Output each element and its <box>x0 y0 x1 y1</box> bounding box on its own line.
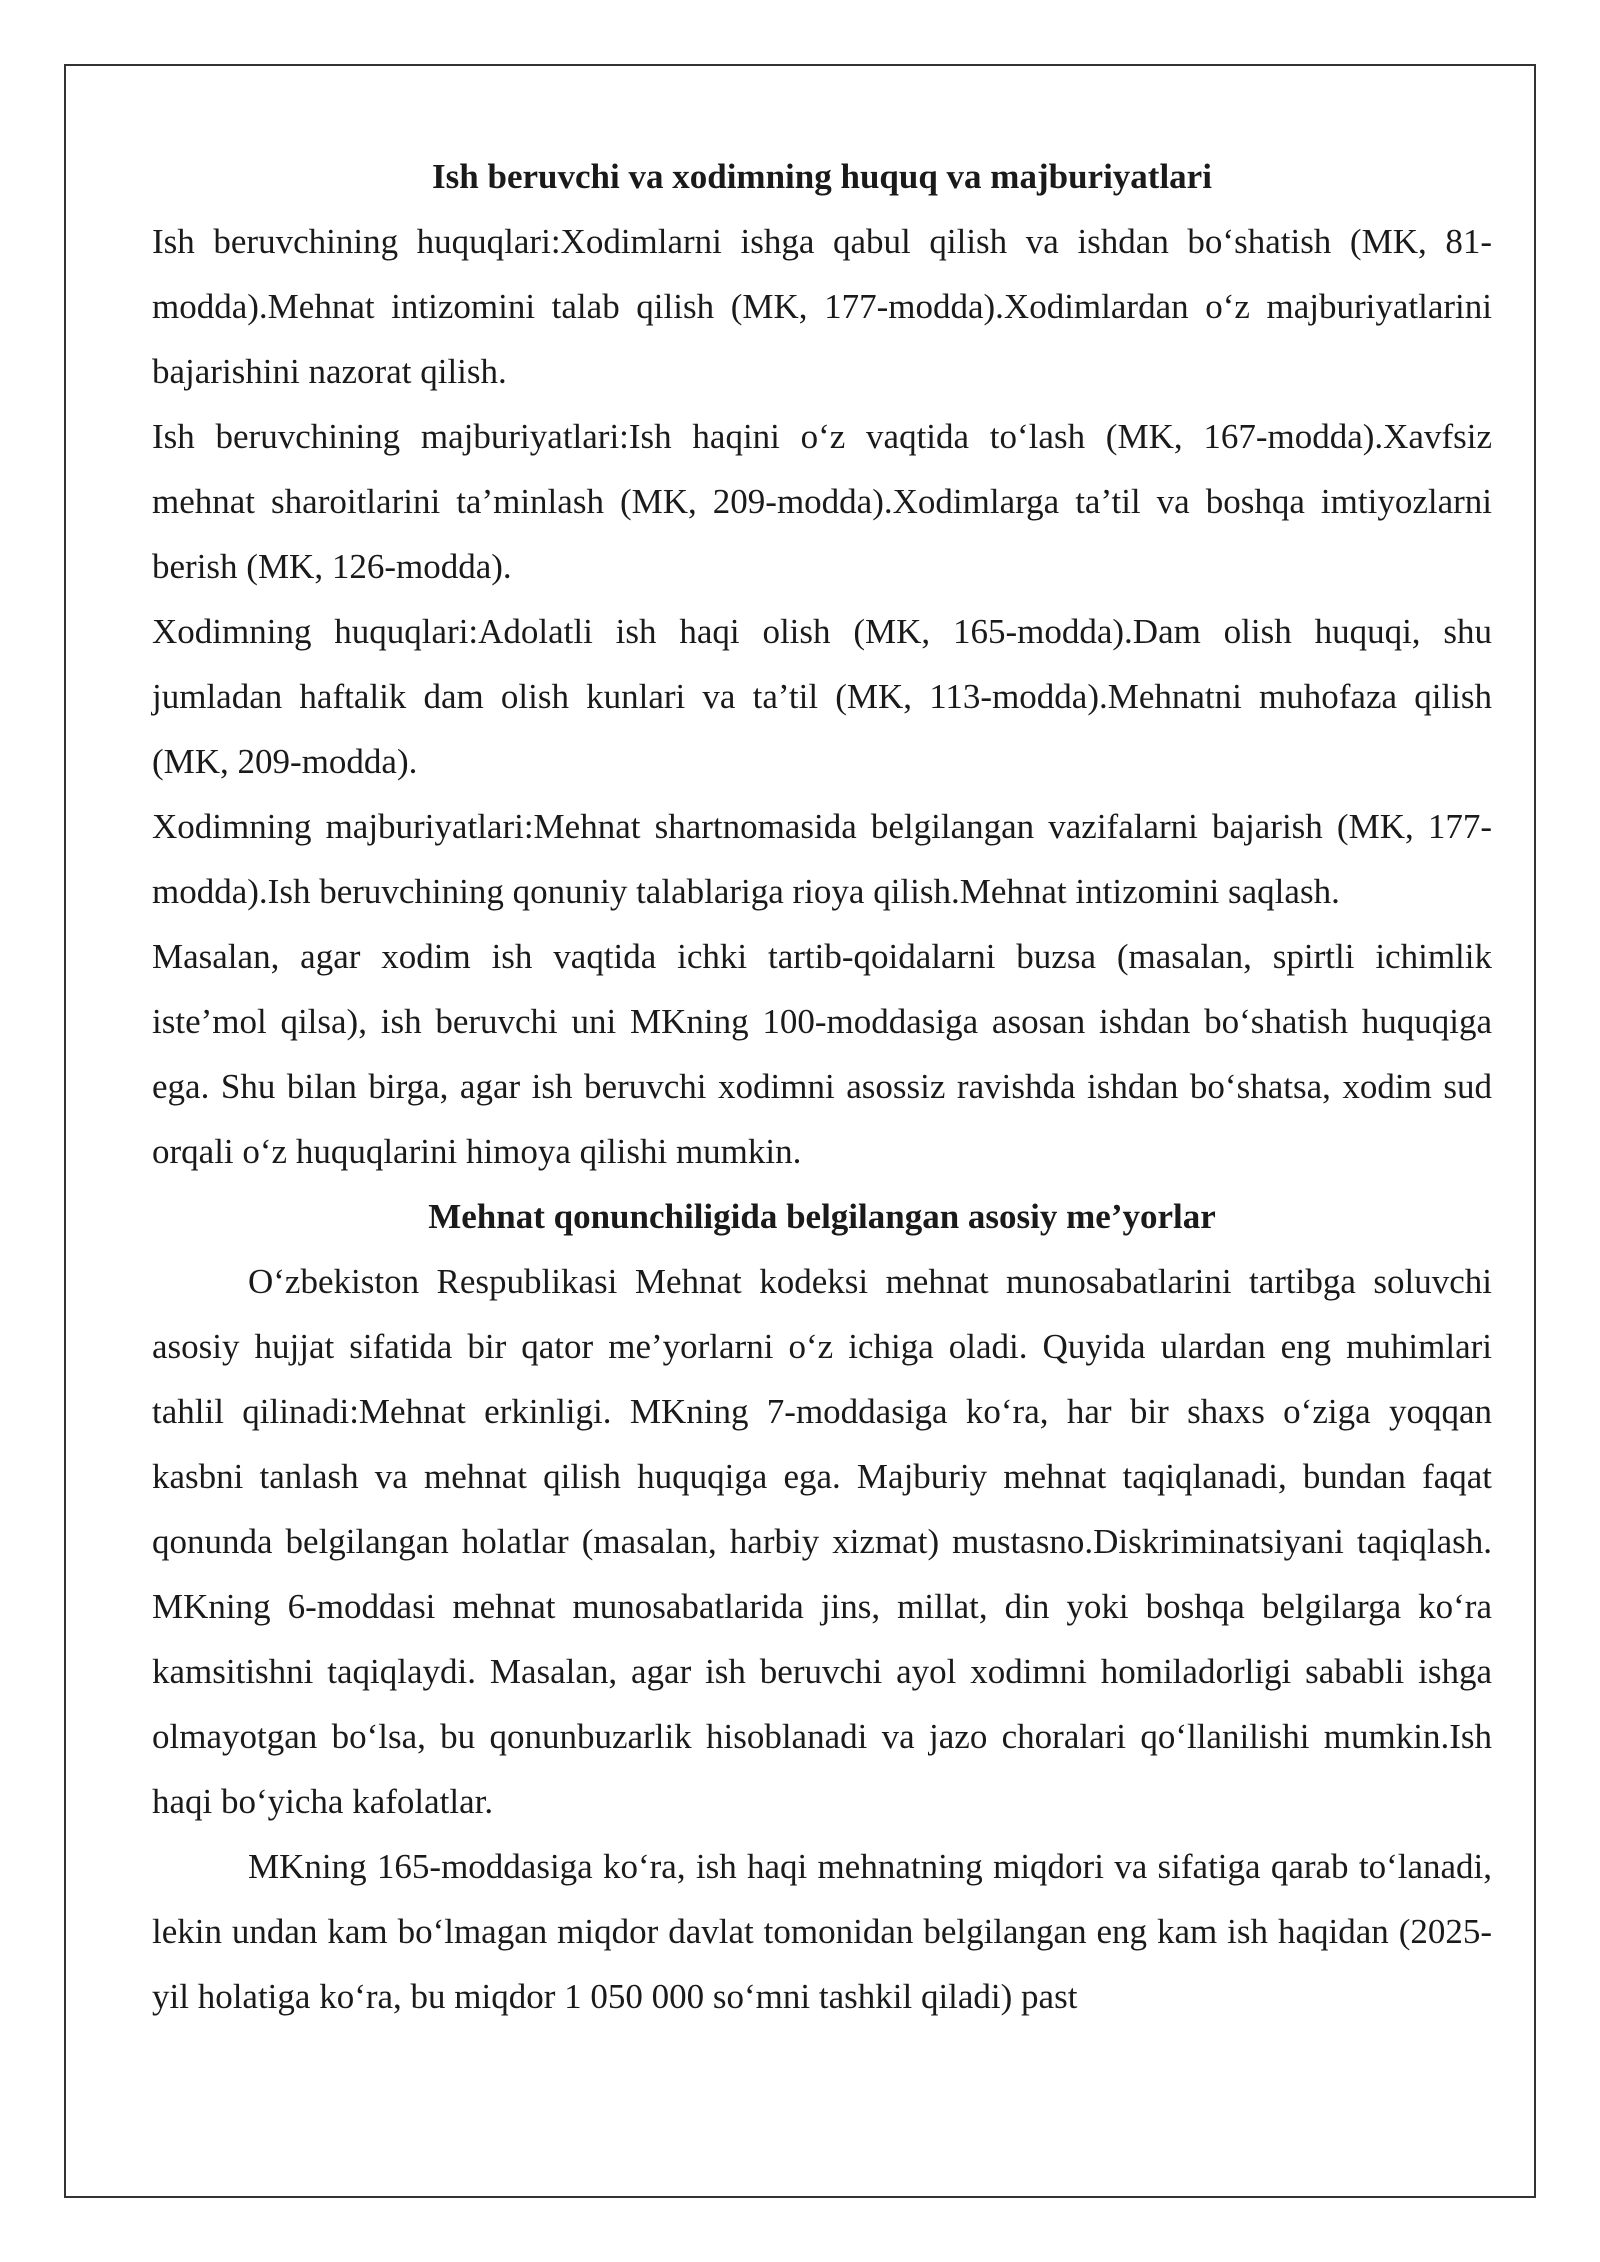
paragraph-wage-guarantee: MKning 165-moddasiga ko‘ra, ish haqi mehnatning miqdori va sifatiga qarab to‘lanadi, lekin undan kam bo‘lmagan miqdor davlat tomonidan belgilangan eng kam ish haqidan (2025-yil holatiga ko‘ra, bu miqdor 1 050 000 so‘mni tashkil qiladi) past <box>152 1847 1492 2016</box>
paragraph-employee-duties: Xodimning majburiyatlari:Mehnat shartnomasida belgilangan vazifalarni bajarish (MK, 177-modda).Ish beruvchining qonuniy talablariga rioya qilish.Mehnat intizomini saqlash. <box>152 807 1492 911</box>
section-heading-norms: Mehnat qonunchiligida belgilangan asosiy me’yorlar <box>428 1197 1216 1236</box>
paragraph-employer-duties: Ish beruvchining majburiyatlari:Ish haqini o‘z vaqtida to‘lash (MK, 167-modda).Xavfsiz mehnat sharoitlarini ta’minlash (MK, 209-modda).Xodimlarga ta’til va boshqa imtiyozlarni berish (MK, 126-modda). <box>152 417 1492 586</box>
paragraph-employer-rights: Ish beruvchining huquqlari:Xodimlarni ishga qabul qilish va ishdan bo‘shatish (MK, 81-modda).Mehnat intizomini talab qilish (MK, 177-modda).Xodimlardan o‘z majburiyatlarini bajarishini nazorat qilish. <box>152 222 1492 391</box>
paragraph-labor-code: O‘zbekiston Respublikasi Mehnat kodeksi mehnat munosabatlarini tartibga soluvchi asosiy hujjat sifatida bir qator me’yorlarni o‘z ichiga oladi. Quyida ulardan eng muhimlari tahlil qilinadi:Mehnat erkinligi. MKning 7-moddasiga ko‘ra, har bir shaxs o‘ziga yoqqan kasbni tanlash va mehnat qilish huquqiga ega. Majburiy mehnat taqiqlanadi, bundan faqat qonunda belgilangan holatlar (masalan, harbiy xizmat) mustasno.Diskriminatsiyani taqiqlash. MKning 6-moddasi mehnat munosabatlarida jins, millat, din yoki boshqa belgilarga ko‘ra kamsitishni taqiqlaydi. Masalan, agar ish beruvchi ayol xodimni homiladorligi sababli ishga olmayotgan bo‘lsa, bu qonunbuzarlik hisoblanadi va jazo choralari qo‘llanilishi mumkin.Ish haqi bo‘yicha kafolatlar. <box>152 1262 1492 1821</box>
document-body <box>152 144 1492 2029</box>
paragraph-example: Masalan, agar xodim ish vaqtida ichki tartib-qoidalarni buzsa (masalan, spirtli ichimlik iste’mol qilsa), ish beruvchi uni MKning 100-moddasiga asosan ishdan bo‘shatish huquqiga ega. Shu bilan birga, agar ish beruvchi xodimni asossiz ravishda ishdan bo‘shatsa, xodim sud orqali o‘z huquqlarini himoya qilishi mumkin. <box>152 937 1492 1171</box>
paragraph-employee-rights: Xodimning huquqlari:Adolatli ish haqi olish (MK, 165-modda).Dam olish huquqi, shu jumladan haftalik dam olish kunlari va ta’til (MK, 113-modda).Mehnatni muhofaza qilish (MK, 209-modda). <box>152 612 1492 781</box>
section-heading-rights: Ish beruvchi va xodimning huquq va majburiyatlari <box>432 157 1212 196</box>
